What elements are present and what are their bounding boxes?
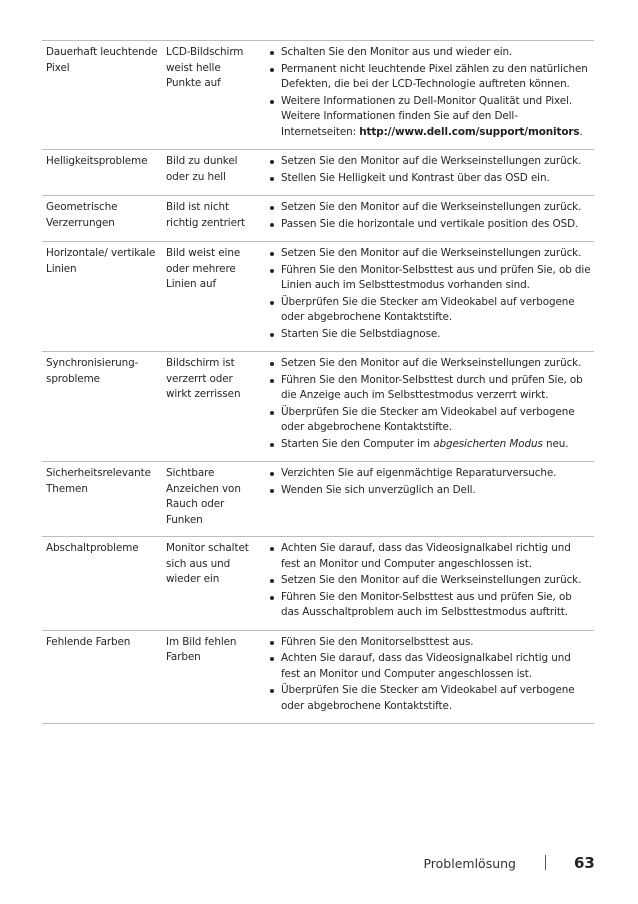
- table-row: [42, 242, 594, 352]
- page-footer: [0, 855, 638, 875]
- solutions-list: [268, 200, 592, 232]
- bullet-icon: [270, 269, 274, 273]
- problem-cell: Synchronisierung-sprobleme: [46, 357, 139, 385]
- solution-item: [268, 573, 592, 589]
- solution-text: neu.: [542, 437, 569, 450]
- solution-item: [268, 200, 592, 216]
- solutions-list: [268, 356, 592, 452]
- bullet-icon: [270, 68, 274, 72]
- bullet-icon: [270, 379, 274, 383]
- symptom-cell: LCD-Bildschirm weist helle Punkte auf: [166, 46, 244, 89]
- solution-item: [268, 217, 592, 233]
- footer-separator: [545, 855, 546, 870]
- solution-item: [268, 683, 592, 714]
- problem-cell: Helligkeitsprobleme: [46, 155, 148, 167]
- bullet-icon: [270, 443, 274, 447]
- solutions-list: [268, 246, 592, 342]
- problem-cell: Horizontale/ vertikale Linien: [46, 247, 156, 275]
- solutions-cell: [262, 462, 594, 537]
- solutions-cell: [262, 150, 594, 196]
- symptom-cell: Monitor schaltet sich aus und wieder ein: [166, 542, 249, 585]
- solutions-list: [268, 45, 592, 140]
- bullet-icon: [270, 223, 274, 227]
- problem-cell: Sicherheitsrelevante Themen: [46, 467, 151, 495]
- solution-item: [268, 590, 592, 621]
- solutions-list: [268, 466, 592, 498]
- troubleshooting-document: [42, 40, 594, 724]
- solutions-list: [268, 635, 592, 715]
- solutions-cell: [262, 41, 594, 150]
- solution-text: Setzen Sie den Monitor auf die Werkseinstellungen zurück.: [281, 357, 582, 369]
- solutions-cell: [262, 196, 594, 242]
- problem-cell: Dauerhaft leuchtende Pixel: [46, 46, 158, 74]
- bullet-icon: [270, 177, 274, 181]
- solution-item: [268, 651, 592, 682]
- solution-item: [268, 356, 592, 372]
- solution-item: [268, 635, 592, 651]
- problem-cell: Geometrische Verzerrungen: [46, 201, 118, 229]
- bullet-icon: [270, 301, 274, 305]
- solution-text: Weitere Informationen zu Dell-Monitor Qualität und Pixel. Weitere Informationen finden Sie auf den Dell-Internetseiten:: [281, 94, 573, 138]
- solution-text: Starten Sie den Computer im: [281, 437, 434, 450]
- table-row: [42, 352, 594, 462]
- bullet-icon: [270, 362, 274, 366]
- problem-cell: Abschaltprobleme: [46, 542, 139, 554]
- page-number: 63: [574, 854, 595, 872]
- solution-text: .: [579, 125, 583, 138]
- symptom-cell: Bild zu dunkel oder zu hell: [166, 155, 238, 183]
- symptom-cell: Bild ist nicht richtig zentriert: [166, 201, 246, 229]
- solution-text: Überprüfen Sie die Stecker am Videokabel auf verbogene oder abgebrochene Kontaktstifte.: [281, 295, 575, 323]
- solution-text: Überprüfen Sie die Stecker am Videokabel auf verbogene oder abgebrochene Kontaktstifte.: [281, 405, 575, 433]
- solution-text: Schalten Sie den Monitor aus und wieder ein.: [281, 46, 513, 58]
- solution-item: [268, 405, 592, 436]
- bullet-icon: [270, 579, 274, 583]
- symptom-cell: Sichtbare Anzeichen von Rauch oder Funken: [166, 467, 241, 526]
- solution-item: [268, 94, 592, 141]
- table-row: [42, 630, 594, 724]
- solution-text: Starten Sie die Selbstdiagnose.: [281, 327, 441, 340]
- solution-text: Setzen Sie den Monitor auf die Werkseinstellungen zurück.: [281, 155, 582, 167]
- solution-text: Verzichten Sie auf eigenmächtige Reparaturversuche.: [281, 467, 557, 479]
- symptom-cell: Bildschirm ist verzerrt oder wirkt zerrissen: [166, 357, 241, 400]
- solution-item: [268, 373, 592, 404]
- solution-text: Überprüfen Sie die Stecker am Videokabel auf verbogene oder abgebrochene Kontaktstifte.: [281, 684, 575, 712]
- bullet-icon: [270, 641, 274, 645]
- table-row: [42, 41, 594, 150]
- footer-section-title: Problemlösung: [423, 856, 516, 871]
- bullet-icon: [270, 160, 274, 164]
- solution-item: [268, 263, 592, 294]
- solution-item: [268, 62, 592, 93]
- solution-item: [268, 45, 592, 61]
- solution-text: Setzen Sie den Monitor auf die Werkseinstellungen zurück.: [281, 247, 582, 259]
- solution-text: Führen Sie den Monitor-Selbsttest aus und prüfen Sie, ob die Linien auch im Selbsttestmodus vorhanden sind.: [281, 263, 591, 291]
- bullet-icon: [270, 547, 274, 551]
- solutions-cell: [262, 537, 594, 631]
- bullet-icon: [270, 657, 274, 661]
- solution-item: [268, 154, 592, 170]
- symptom-cell: Bild weist eine oder mehrere Linien auf: [166, 247, 241, 290]
- problem-cell: Fehlende Farben: [46, 635, 131, 648]
- troubleshooting-table-body: [42, 41, 594, 724]
- solution-text: Führen Sie den Monitor-Selbsttest aus und prüfen Sie, ob das Ausschaltproblem auch im Selbsttestmodus auftritt.: [281, 590, 572, 618]
- solutions-cell: [262, 352, 594, 462]
- solution-text: Stellen Sie Helligkeit und Kontrast über das OSD ein.: [281, 171, 550, 184]
- bullet-icon: [270, 411, 274, 415]
- troubleshooting-table: [42, 40, 594, 724]
- solution-item: [268, 295, 592, 326]
- table-row: [42, 462, 594, 537]
- bullet-icon: [270, 596, 274, 600]
- bullet-icon: [270, 333, 274, 337]
- table-row: [42, 537, 594, 631]
- bullet-icon: [270, 689, 274, 693]
- symptom-cell: Im Bild fehlen Farben: [166, 635, 237, 663]
- solutions-list: [268, 541, 592, 621]
- solutions-cell: [262, 630, 594, 724]
- solution-item: [268, 541, 592, 572]
- solution-item: [268, 327, 592, 343]
- table-row: [42, 150, 594, 196]
- solutions-list: [268, 154, 592, 186]
- emphasis-text: abgesicherten Modus: [433, 437, 543, 450]
- solution-item: [268, 483, 592, 499]
- solution-text: Achten Sie darauf, dass das Videosignalkabel richtig und fest an Monitor und Computer angeschlossen ist.: [281, 542, 571, 570]
- support-link[interactable]: http://www.dell.com/support/monitors: [359, 125, 580, 138]
- solution-item: [268, 171, 592, 187]
- bullet-icon: [270, 472, 274, 476]
- solution-text: Wenden Sie sich unverzüglich an Dell.: [281, 483, 476, 496]
- solution-item: [268, 246, 592, 262]
- bullet-icon: [270, 51, 274, 55]
- solution-text: Permanent nicht leuchtende Pixel zählen zu den natürlichen Defekten, die bei der LCD-Technologie auftreten können.: [281, 62, 588, 90]
- solutions-cell: [262, 242, 594, 352]
- solution-text: Setzen Sie den Monitor auf die Werkseinstellungen zurück.: [281, 574, 582, 586]
- solution-text: Führen Sie den Monitor-Selbsttest durch und prüfen Sie, ob die Anzeige auch im Selbsttestmodus verzerrt wirkt.: [281, 373, 583, 401]
- solution-text: Achten Sie darauf, dass das Videosignalkabel richtig und fest an Monitor und Computer angeschlossen ist.: [281, 652, 571, 680]
- solution-text: Passen Sie die horizontale und vertikale position des OSD.: [281, 217, 579, 230]
- bullet-icon: [270, 100, 274, 104]
- bullet-icon: [270, 252, 274, 256]
- solution-item: [268, 466, 592, 482]
- solution-item: [268, 437, 592, 453]
- bullet-icon: [270, 206, 274, 210]
- bullet-icon: [270, 489, 274, 493]
- solution-text: Setzen Sie den Monitor auf die Werkseinstellungen zurück.: [281, 201, 582, 213]
- solution-text: Führen Sie den Monitorselbsttest aus.: [281, 635, 474, 648]
- table-row: [42, 196, 594, 242]
